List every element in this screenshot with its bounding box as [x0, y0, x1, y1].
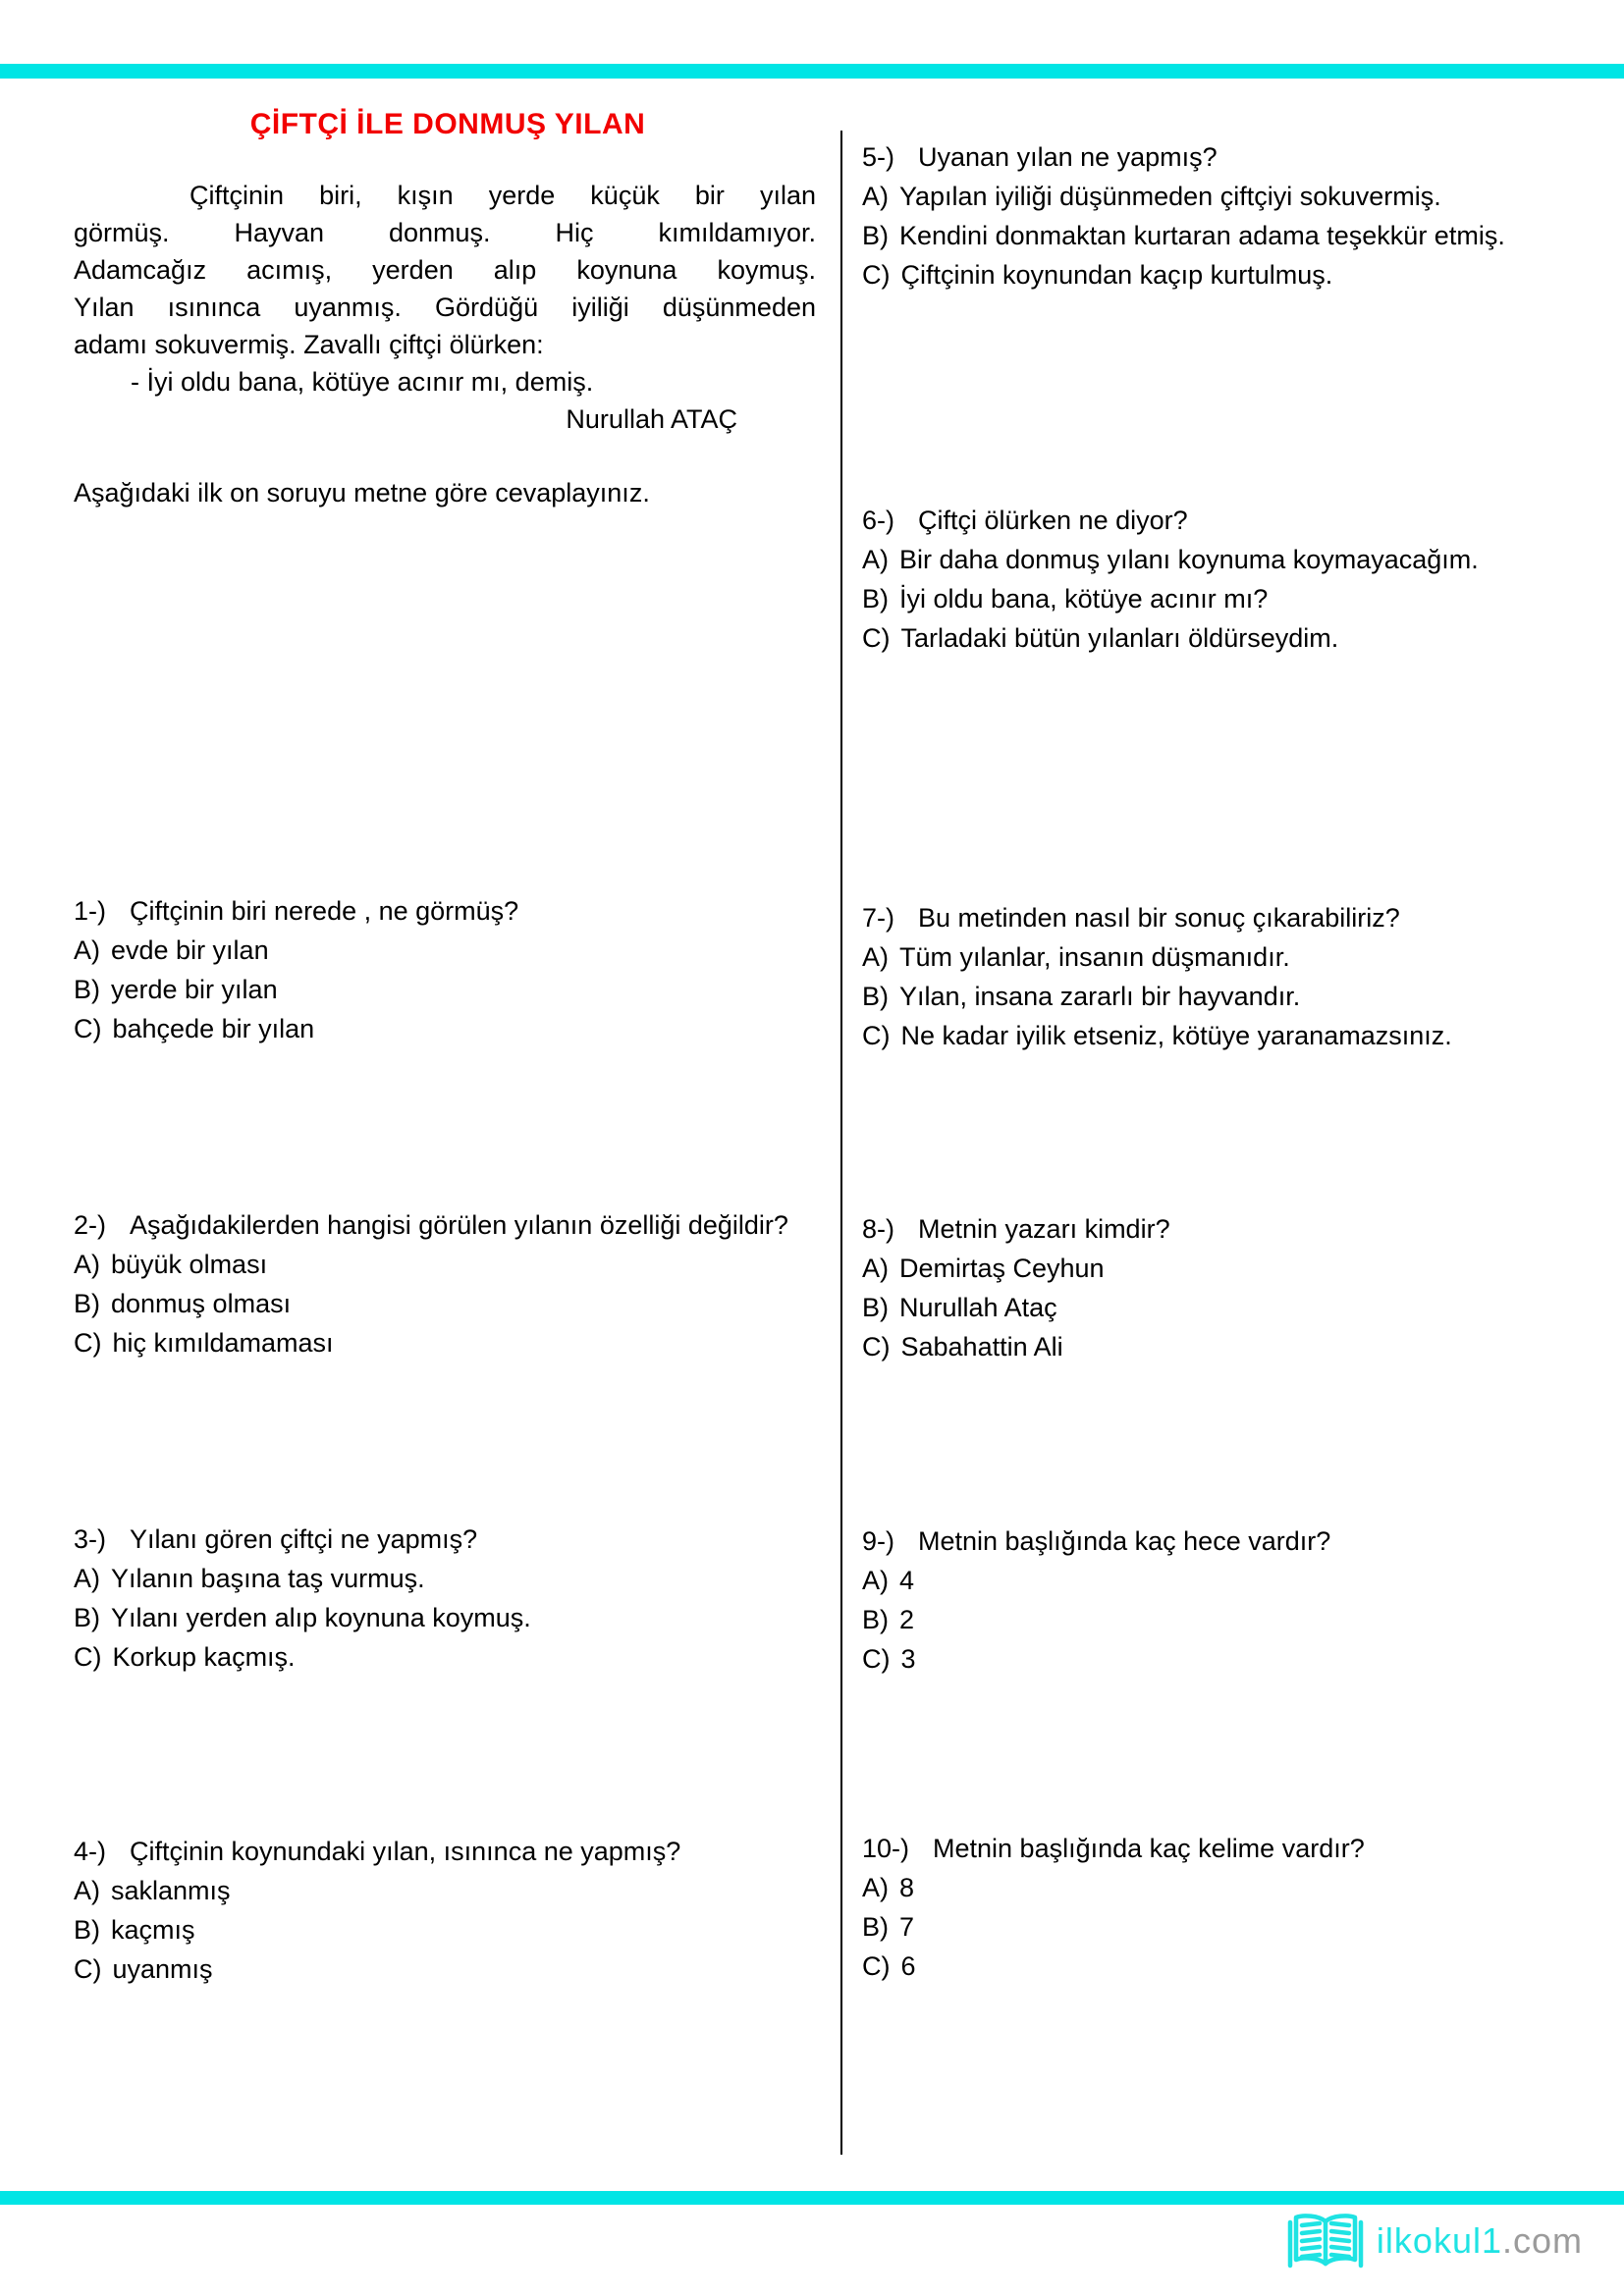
- question-text: [862, 501, 1604, 540]
- question-text: [74, 1832, 816, 1871]
- option-text: Bir daha donmuş yılanı koynuma koymayacağım.: [899, 545, 1479, 574]
- question-number: 2-): [74, 1210, 106, 1240]
- option-text: İyi oldu bana, kötüye acınır mı?: [899, 584, 1269, 614]
- option-text: 3: [900, 1644, 916, 1674]
- question-text: [862, 1829, 1604, 1868]
- question-number: 8-): [862, 1214, 894, 1244]
- option-label: A): [862, 1254, 889, 1283]
- logo-name: ilkokul1: [1376, 2220, 1502, 2261]
- option-label: B): [862, 584, 889, 614]
- question-body: Çiftçi ölürken ne diyor?: [918, 506, 1188, 535]
- question-body: Bu metinden nasıl bir sonuç çıkarabiliriz?: [918, 903, 1400, 933]
- option-text: Yapılan iyiliği düşünmeden çiftçiyi sokuvermiş.: [899, 182, 1441, 211]
- option-label: C): [74, 1954, 102, 1984]
- option-text: bahçede bir yılan: [112, 1014, 315, 1043]
- question-7: [862, 898, 1604, 1055]
- option-label: B): [862, 1605, 889, 1634]
- question-number: 9-): [862, 1526, 894, 1556]
- instruction-text: Aşağıdaki ilk on soruyu metne göre cevaplayınız.: [74, 478, 650, 507]
- question-5: [862, 137, 1604, 294]
- option-text: Çiftçinin koynundan kaçıp kurtulmuş.: [900, 260, 1333, 290]
- option-text: Tarladaki bütün yılanları öldürseydim.: [900, 623, 1339, 653]
- option-a: [74, 1559, 816, 1598]
- option-label: A): [74, 1250, 100, 1279]
- option-c: [862, 255, 1604, 294]
- option-label: A): [862, 1873, 889, 1902]
- option-text: 8: [899, 1873, 915, 1902]
- option-a: [862, 540, 1604, 579]
- bottom-accent-bar: [0, 2191, 1624, 2205]
- story-paragraph: [74, 177, 816, 438]
- question-2: [74, 1205, 816, 1362]
- question-number: 1-): [74, 896, 106, 926]
- question-8: [862, 1209, 1604, 1366]
- option-label: A): [862, 942, 889, 972]
- option-label: A): [74, 1876, 100, 1905]
- logo-text: [1377, 2220, 1583, 2262]
- story-line: görmüş. Hayvan donmuş. Hiç kımıldamıyor.: [74, 218, 816, 247]
- option-label: A): [74, 1564, 100, 1593]
- question-10: [862, 1829, 1604, 1986]
- option-a: [74, 1871, 816, 1910]
- option-text: Nurullah Ataç: [899, 1293, 1057, 1322]
- option-label: C): [74, 1328, 102, 1358]
- logo-domain: .com: [1501, 2220, 1583, 2261]
- question-4: [74, 1832, 816, 1989]
- site-logo: [1286, 2211, 1583, 2271]
- option-c: [74, 1949, 816, 1989]
- question-body: Metnin başlığında kaç hece vardır?: [918, 1526, 1331, 1556]
- option-b: [862, 977, 1604, 1016]
- question-9: [862, 1522, 1604, 1679]
- question-body: Metnin yazarı kimdir?: [918, 1214, 1170, 1244]
- option-text: 2: [899, 1605, 915, 1634]
- option-text: hiç kımıldamaması: [112, 1328, 334, 1358]
- option-label: C): [862, 260, 891, 290]
- question-text: [74, 891, 816, 931]
- question-text: [862, 898, 1604, 937]
- option-a: [862, 1561, 1604, 1600]
- option-label: C): [74, 1014, 102, 1043]
- option-label: B): [862, 1293, 889, 1322]
- question-text: [862, 1209, 1604, 1249]
- option-text: Tüm yılanlar, insanın düşmanıdır.: [899, 942, 1290, 972]
- option-c: [862, 618, 1604, 658]
- option-label: C): [862, 1021, 891, 1050]
- option-text: büyük olması: [111, 1250, 268, 1279]
- question-body: Aşağıdakilerden hangisi görülen yılanın özelliği değildir?: [130, 1210, 788, 1240]
- option-b: [862, 1907, 1604, 1947]
- option-text: uyanmış: [112, 1954, 213, 1984]
- question-body: Çiftçinin biri nerede , ne görmüş?: [130, 896, 519, 926]
- option-b: [862, 216, 1604, 255]
- option-b: [862, 1288, 1604, 1327]
- option-b: [74, 1598, 816, 1637]
- option-label: B): [74, 1915, 100, 1945]
- option-label: C): [74, 1642, 102, 1672]
- option-text: Ne kadar iyilik etseniz, kötüye yaranamazsınız.: [900, 1021, 1452, 1050]
- option-a: [862, 1249, 1604, 1288]
- option-label: A): [862, 182, 889, 211]
- open-book-icon: [1286, 2211, 1365, 2271]
- option-b: [862, 579, 1604, 618]
- option-text: saklanmış: [111, 1876, 231, 1905]
- question-number: 4-): [74, 1837, 106, 1866]
- question-number: 10-): [862, 1834, 910, 1863]
- question-text: [74, 1205, 816, 1245]
- question-number: 3-): [74, 1524, 106, 1554]
- option-a: [74, 931, 816, 970]
- question-text: [74, 1520, 816, 1559]
- option-text: yerde bir yılan: [111, 975, 278, 1004]
- option-text: Demirtaş Ceyhun: [899, 1254, 1105, 1283]
- question-3: [74, 1520, 816, 1677]
- story-dialogue-line: - İyi oldu bana, kötüye acınır mı, demiş.: [131, 367, 594, 397]
- option-a: [74, 1245, 816, 1284]
- page-title: ÇİFTÇİ İLE DONMUŞ YILAN: [249, 108, 646, 140]
- option-b: [74, 1284, 816, 1323]
- option-a: [862, 937, 1604, 977]
- question-body: Uyanan yılan ne yapmış?: [918, 142, 1218, 172]
- option-label: A): [74, 935, 100, 965]
- question-body: Yılanı gören çiftçi ne yapmış?: [130, 1524, 478, 1554]
- option-b: [862, 1600, 1604, 1639]
- option-c: [74, 1323, 816, 1362]
- option-c: [862, 1016, 1604, 1055]
- option-label: B): [862, 1912, 889, 1942]
- question-body: Metnin başlığında kaç kelime vardır?: [933, 1834, 1365, 1863]
- option-label: B): [74, 1603, 100, 1632]
- story-author: Nurullah ATAÇ: [566, 404, 737, 434]
- story-line: adamı sokuvermiş. Zavallı çiftçi ölürken:: [74, 330, 544, 359]
- option-b: [74, 1910, 816, 1949]
- option-text: donmuş olması: [111, 1289, 292, 1318]
- option-label: B): [74, 1289, 100, 1318]
- option-c: [862, 1327, 1604, 1366]
- question-body: Çiftçinin koynundaki yılan, ısınınca ne yapmış?: [130, 1837, 681, 1866]
- question-text: [862, 1522, 1604, 1561]
- option-label: C): [862, 1644, 891, 1674]
- option-text: Yılanı yerden alıp koynuna koymuş.: [111, 1603, 531, 1632]
- option-text: Korkup kaçmış.: [112, 1642, 296, 1672]
- story-line: Çiftçinin biri, kışın yerde küçük bir yılan: [189, 181, 816, 210]
- option-text: evde bir yılan: [111, 935, 269, 965]
- question-number: 7-): [862, 903, 894, 933]
- option-text: Kendini donmaktan kurtaran adama teşekkür etmiş.: [899, 221, 1505, 250]
- option-text: Yılan, insana zararlı bir hayvandır.: [899, 982, 1301, 1011]
- option-c: [74, 1637, 816, 1677]
- option-text: 4: [899, 1566, 915, 1595]
- option-c: [862, 1947, 1604, 1986]
- question-6: [862, 501, 1604, 658]
- option-label: C): [862, 1332, 891, 1362]
- story-line: Adamcağız acımış, yerden alıp koynuna koymuş.: [74, 255, 816, 285]
- option-b: [74, 970, 816, 1009]
- option-text: 7: [899, 1912, 915, 1942]
- option-label: C): [862, 623, 891, 653]
- question-number: 5-): [862, 142, 894, 172]
- option-label: C): [862, 1951, 891, 1981]
- option-c: [862, 1639, 1604, 1679]
- option-label: B): [74, 975, 100, 1004]
- question-number: 6-): [862, 506, 894, 535]
- question-1: [74, 891, 816, 1048]
- option-text: 6: [900, 1951, 916, 1981]
- question-text: [862, 137, 1604, 177]
- top-accent-bar: [0, 64, 1624, 79]
- column-divider: [840, 131, 842, 2155]
- option-text: Sabahattin Ali: [900, 1332, 1063, 1362]
- option-label: B): [862, 221, 889, 250]
- story-line: Yılan ısınınca uyanmış. Gördüğü iyiliği düşünmeden: [74, 293, 816, 322]
- option-c: [74, 1009, 816, 1048]
- option-text: kaçmış: [111, 1915, 195, 1945]
- option-text: Yılanın başına taş vurmuş.: [111, 1564, 425, 1593]
- option-a: [862, 177, 1604, 216]
- option-a: [862, 1868, 1604, 1907]
- option-label: B): [862, 982, 889, 1011]
- option-label: A): [862, 545, 889, 574]
- option-label: A): [862, 1566, 889, 1595]
